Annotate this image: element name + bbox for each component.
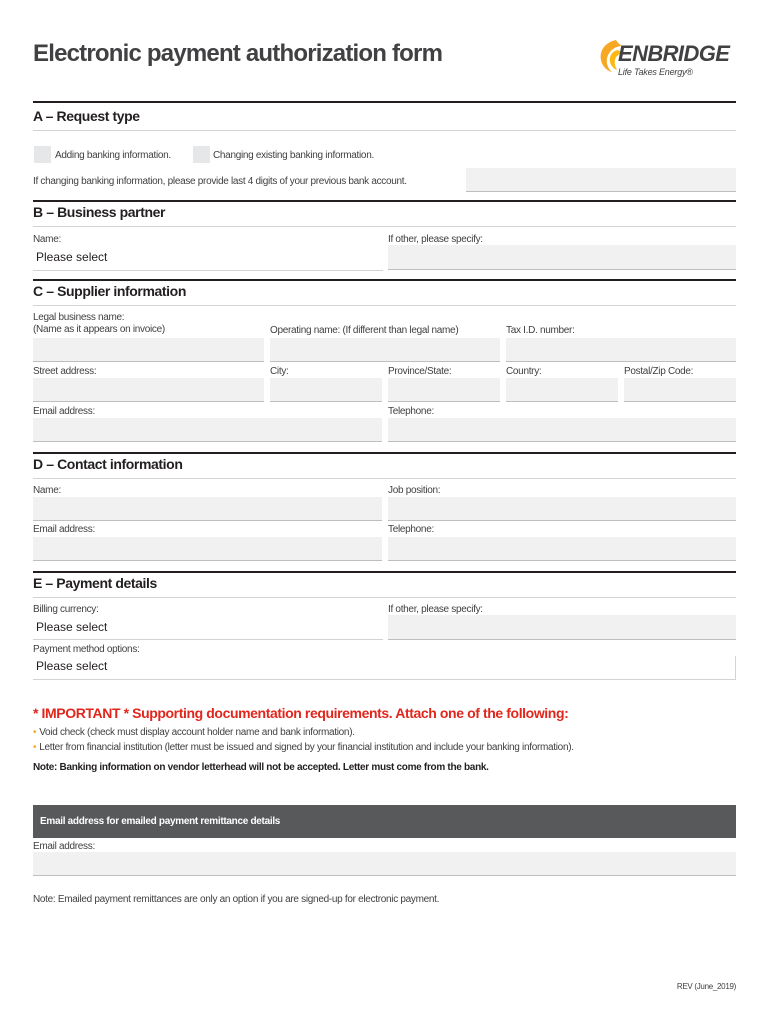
section-d-title: D – Contact information bbox=[33, 456, 183, 472]
changing-banking-label: Changing existing banking information. bbox=[213, 150, 374, 161]
logo-tagline: Life Takes Energy® bbox=[618, 67, 693, 77]
page-title: Electronic payment authorization form bbox=[33, 40, 443, 67]
section-d-rule bbox=[33, 452, 736, 454]
adding-banking-checkbox[interactable] bbox=[34, 146, 51, 163]
section-a-title: A – Request type bbox=[33, 108, 140, 124]
tax-id-field[interactable] bbox=[506, 338, 736, 362]
last4-digits-field[interactable] bbox=[466, 168, 736, 192]
street-address-field[interactable] bbox=[33, 378, 264, 402]
section-c-rule bbox=[33, 279, 736, 281]
adding-banking-label: Adding banking information. bbox=[55, 150, 171, 161]
city-label: City: bbox=[270, 366, 289, 377]
section-d-underline bbox=[33, 478, 736, 479]
supplier-phone-field[interactable] bbox=[388, 418, 736, 442]
billing-currency-select[interactable]: Please select bbox=[33, 617, 383, 640]
operating-name-label: Operating name: (If different than legal name) bbox=[270, 325, 459, 336]
remittance-email-field[interactable] bbox=[33, 852, 736, 876]
payment-method-select[interactable]: Please select bbox=[33, 656, 736, 680]
legal-name-field[interactable] bbox=[33, 338, 264, 362]
logo-wordmark: ENBRIDGE bbox=[618, 41, 730, 66]
section-c-underline bbox=[33, 305, 736, 306]
contact-name-field[interactable] bbox=[33, 497, 382, 521]
enbridge-logo bbox=[596, 36, 741, 82]
country-field[interactable] bbox=[506, 378, 618, 402]
last4-label: If changing banking information, please provide last 4 digits of your previous bank account. bbox=[33, 176, 407, 187]
contact-phone-field[interactable] bbox=[388, 537, 736, 561]
postal-code-label: Postal/Zip Code: bbox=[624, 366, 694, 377]
province-field[interactable] bbox=[388, 378, 500, 402]
city-field[interactable] bbox=[270, 378, 382, 402]
currency-other-field[interactable] bbox=[388, 615, 736, 640]
section-e-title: E – Payment details bbox=[33, 575, 157, 591]
business-partner-name-label: Name: bbox=[33, 234, 61, 245]
contact-phone-label: Telephone: bbox=[388, 524, 434, 535]
remittance-email-label: Email address: bbox=[33, 841, 95, 852]
changing-banking-checkbox[interactable] bbox=[193, 146, 210, 163]
legal-name-sublabel: (Name as it appears on invoice) bbox=[33, 324, 165, 335]
job-position-label: Job position: bbox=[388, 485, 441, 496]
operating-name-field[interactable] bbox=[270, 338, 500, 362]
contact-email-label: Email address: bbox=[33, 524, 95, 535]
section-b-rule bbox=[33, 200, 736, 202]
postal-code-field[interactable] bbox=[624, 378, 736, 402]
section-c-title: C – Supplier information bbox=[33, 283, 186, 299]
banking-note: Note: Banking information on vendor letterhead will not be accepted. Letter must come from the bank. bbox=[33, 762, 489, 773]
section-a-underline bbox=[33, 130, 736, 131]
province-label: Province/State: bbox=[388, 366, 452, 377]
tax-id-label: Tax I.D. number: bbox=[506, 325, 575, 336]
section-e-rule bbox=[33, 571, 736, 573]
bullet-bank-letter: • Letter from financial institution (letter must be issued and signed by your financial institution and include your banking information). bbox=[33, 742, 574, 753]
important-heading: * IMPORTANT * Supporting documentation requirements. Attach one of the following: bbox=[33, 705, 569, 721]
street-address-label: Street address: bbox=[33, 366, 97, 377]
supplier-email-field[interactable] bbox=[33, 418, 382, 442]
contact-name-label: Name: bbox=[33, 485, 61, 496]
section-b-title: B – Business partner bbox=[33, 204, 166, 220]
supplier-phone-label: Telephone: bbox=[388, 406, 434, 417]
section-a-rule bbox=[33, 101, 736, 103]
business-partner-other-field[interactable] bbox=[388, 245, 736, 270]
contact-email-field[interactable] bbox=[33, 537, 382, 561]
business-partner-select[interactable]: Please select bbox=[33, 247, 383, 271]
bullet-void-check: • Void check (check must display account holder name and bank information). bbox=[33, 727, 355, 738]
currency-other-label: If other, please specify: bbox=[388, 604, 483, 615]
section-e-underline bbox=[33, 597, 736, 598]
country-label: Country: bbox=[506, 366, 542, 377]
legal-name-label: Legal business name: bbox=[33, 312, 125, 323]
payment-method-label: Payment method options: bbox=[33, 644, 140, 655]
bullet-void-check-text: Void check (check must display account holder name and bank information). bbox=[39, 727, 355, 738]
supplier-email-label: Email address: bbox=[33, 406, 95, 417]
revision-label: REV (June_2019) bbox=[676, 982, 736, 991]
bullet-bank-letter-text: Letter from financial institution (letter must be issued and signed by your financial institution and include your banking information). bbox=[39, 742, 574, 753]
section-b-underline bbox=[33, 226, 736, 227]
business-partner-other-label: If other, please specify: bbox=[388, 234, 483, 245]
remittance-bar: Email address for emailed payment remittance details bbox=[33, 805, 736, 838]
remittance-note: Note: Emailed payment remittances are only an option if you are signed-up for electronic payment. bbox=[33, 894, 440, 905]
job-position-field[interactable] bbox=[388, 497, 736, 521]
billing-currency-label: Billing currency: bbox=[33, 604, 99, 615]
